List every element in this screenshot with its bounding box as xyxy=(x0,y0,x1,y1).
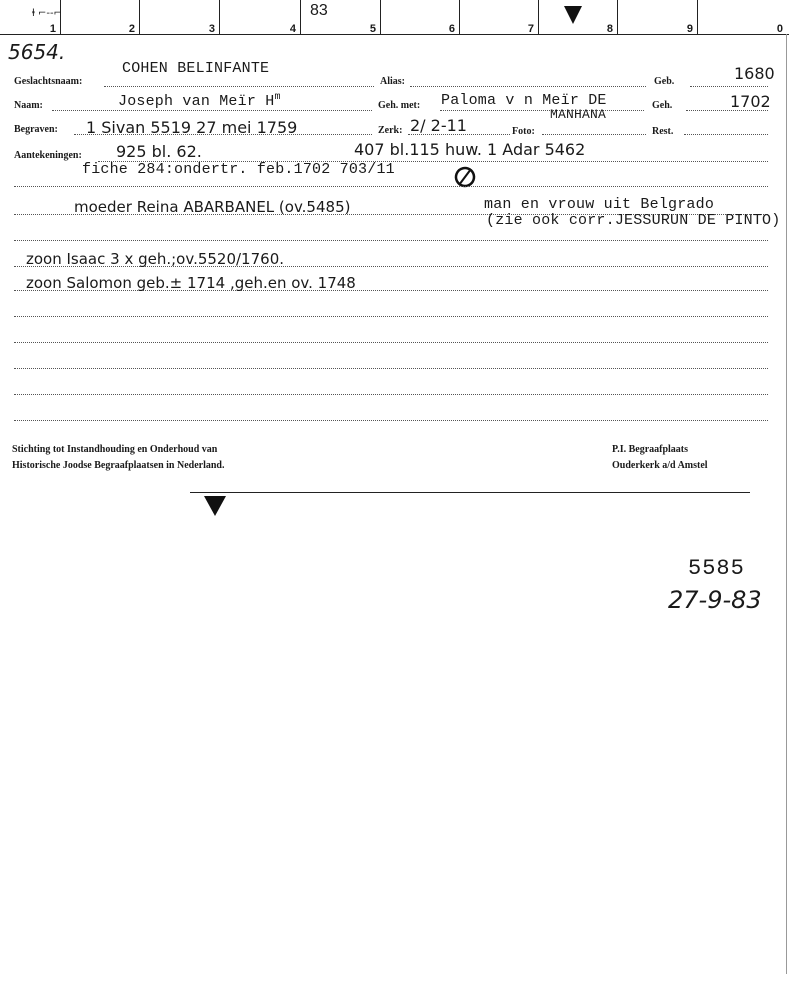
naam-text: Joseph van Meïr H xyxy=(118,93,275,110)
aantekeningen-label: Aantekeningen: xyxy=(14,150,82,161)
aant-line-10 xyxy=(14,394,768,395)
geslachtsnaam-line xyxy=(104,86,374,87)
geb-value: 1680 xyxy=(734,64,775,83)
column-cell xyxy=(618,0,698,34)
geb-label: Geb. xyxy=(654,76,675,87)
footer-right-line-2: Ouderkerk a/d Amstel xyxy=(612,460,708,471)
column-header xyxy=(0,0,789,34)
aant-line-9 xyxy=(14,368,768,369)
column-header-bottom-rule xyxy=(0,34,789,35)
column-cell xyxy=(61,0,140,34)
column-number: 8 xyxy=(606,23,613,35)
naam-line xyxy=(52,110,372,111)
rest-label: Rest. xyxy=(652,126,674,137)
stamp-number: 5585 xyxy=(688,556,745,581)
column-number: 6 xyxy=(448,23,455,35)
geh-value: 1702 xyxy=(730,92,771,111)
top-marking: 83 xyxy=(310,2,328,19)
bottom-rule xyxy=(190,492,750,493)
right-edge-rule xyxy=(786,34,787,974)
column-number: 4 xyxy=(289,23,296,35)
rest-line xyxy=(684,134,768,135)
zerk-label: Zerk: xyxy=(378,125,403,136)
stamp-date: 27-9-83 xyxy=(668,586,762,614)
column-number: 3 xyxy=(208,23,215,35)
geh-label: Geh. xyxy=(652,100,673,111)
gehmet-line xyxy=(440,110,644,111)
aant-value-3: moeder Reina ABARBANEL (ov.5485) xyxy=(74,198,351,216)
column-cell xyxy=(381,0,460,34)
aant-line-11 xyxy=(14,420,768,421)
aant-line-7 xyxy=(14,316,768,317)
alias-label: Alias: xyxy=(380,76,405,87)
aant-line-2 xyxy=(14,186,768,187)
aant-line-8 xyxy=(14,342,768,343)
column-number: 7 xyxy=(527,23,534,35)
geslachtsnaam-value: COHEN BELINFANTE xyxy=(122,60,270,77)
aant-line-4 xyxy=(14,240,768,241)
footer-left-line-1: Stichting tot Instandhouding en Onderhoud van xyxy=(12,444,218,455)
footer-left-line-2: Historische Joodse Begraafplaatsen in Nederland. xyxy=(12,460,225,471)
alias-line xyxy=(410,86,646,87)
footer-right xyxy=(612,442,708,474)
begraven-label: Begraven: xyxy=(14,124,58,135)
footer-left xyxy=(12,442,225,474)
column-number: 1 xyxy=(49,23,56,35)
column-cell xyxy=(698,0,787,34)
zerk-value: 2/ 2-11 xyxy=(410,116,467,135)
column-cell xyxy=(220,0,301,34)
aant-value-6: zoon Salomon geb.± 1714 ,geh.en ov. 1748 xyxy=(26,274,356,292)
aant-value-1: 925 bl. 62. xyxy=(116,142,202,161)
aant-value-4: (zie ook corr.JESSURUN DE PINTO) xyxy=(486,212,781,229)
aant-value-3b: man en vrouw uit Belgrado xyxy=(484,196,715,213)
gehmet-value-1: Paloma v n Meïr DE xyxy=(441,92,607,109)
gehmet-value-2: MANHANA xyxy=(550,107,607,122)
column-number: 5 xyxy=(369,23,376,35)
foto-label: Foto: xyxy=(512,126,535,137)
naam-superscript: m xyxy=(274,92,281,103)
column-cell xyxy=(460,0,539,34)
aant-value-2: fiche 284:ondertr. feb.1702 703/11 xyxy=(82,161,395,178)
foto-line xyxy=(542,134,646,135)
naam-label: Naam: xyxy=(14,100,43,111)
scribble-mark: ⱡ ⌐--⌐ xyxy=(32,8,62,19)
begraven-value: 1 Sivan 5519 27 mei 1759 xyxy=(86,118,298,137)
geslachtsnaam-label: Geslachtsnaam: xyxy=(14,76,83,87)
aant-value-5: zoon Isaac 3 x geh.;ov.5520/1760. xyxy=(26,250,285,268)
footer-right-line-1: P.I. Begraafplaats xyxy=(612,444,689,455)
gehmet-label: Geh. met: xyxy=(378,100,421,111)
punch-triangle-icon-bottom xyxy=(202,494,228,518)
column-number: 9 xyxy=(686,23,693,35)
aant-value-1b: 407 bl.115 huw. 1 Adar 5462 xyxy=(354,140,586,159)
punch-triangle-icon xyxy=(562,4,584,26)
column-cell xyxy=(140,0,220,34)
column-number: 2 xyxy=(128,23,135,35)
geb-line xyxy=(690,86,768,87)
card-number: 5654. xyxy=(8,40,66,64)
column-number: 0 xyxy=(776,23,783,35)
naam-value xyxy=(118,92,281,110)
